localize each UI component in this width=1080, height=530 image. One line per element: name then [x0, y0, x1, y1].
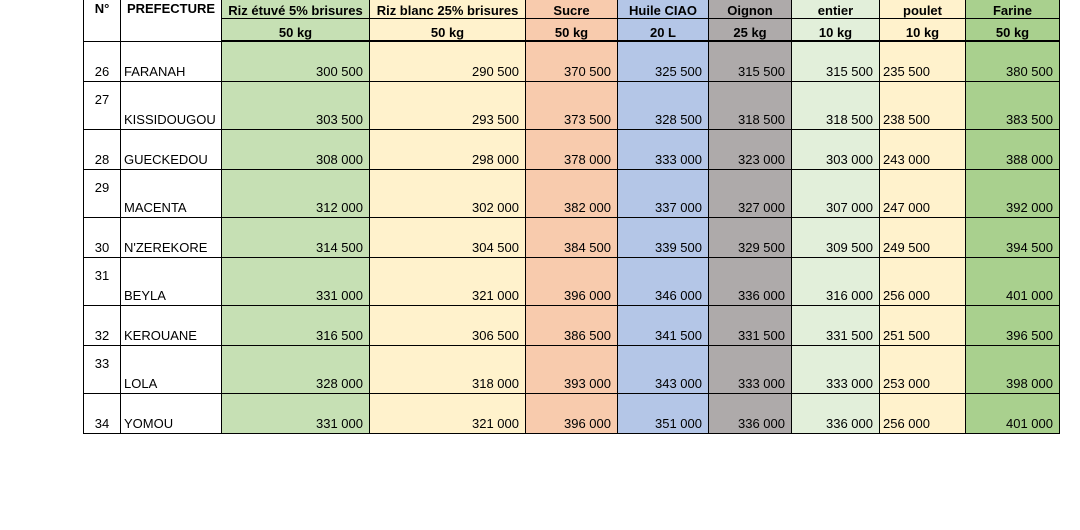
price-cell: 333 000 [618, 130, 709, 170]
price-cell: 249 500 [880, 218, 966, 258]
header-product-sucre: Sucre [526, 0, 618, 19]
price-cell: 384 500 [526, 218, 618, 258]
price-cell: 235 500 [880, 41, 966, 82]
row-prefecture: N'ZEREKORE [121, 218, 222, 258]
price-cell: 256 000 [880, 258, 966, 306]
price-cell: 304 500 [370, 218, 526, 258]
table-row [84, 170, 1060, 218]
row-prefecture: KEROUANE [121, 306, 222, 346]
price-cell: 336 000 [792, 394, 880, 434]
price-cell: 346 000 [618, 258, 709, 306]
header-product-oignon: Oignon [709, 0, 792, 19]
price-cell: 327 000 [709, 170, 792, 218]
price-cell: 253 000 [880, 346, 966, 394]
price-cell: 314 500 [222, 218, 370, 258]
header-prefecture: PREFECTURE [121, 0, 222, 41]
table-header [84, 0, 1060, 41]
price-cell: 393 000 [526, 346, 618, 394]
price-cell: 256 000 [880, 394, 966, 434]
price-cell: 318 500 [709, 82, 792, 130]
price-cell: 401 000 [966, 258, 1060, 306]
price-cell: 312 000 [222, 170, 370, 218]
price-cell: 300 500 [222, 41, 370, 82]
table-row [84, 130, 1060, 170]
price-cell: 321 000 [370, 394, 526, 434]
header-unit: 20 L [618, 19, 709, 42]
row-prefecture: KISSIDOUGOU [121, 82, 222, 130]
price-cell: 303 500 [222, 82, 370, 130]
row-number: 34 [84, 394, 121, 434]
price-cell: 373 500 [526, 82, 618, 130]
header-unit: 10 kg [880, 19, 966, 42]
header-unit: 50 kg [370, 19, 526, 42]
price-cell: 290 500 [370, 41, 526, 82]
price-cell: 341 500 [618, 306, 709, 346]
price-cell: 333 000 [709, 346, 792, 394]
row-number: 32 [84, 306, 121, 346]
row-number: 27 [84, 82, 121, 130]
header-product-poulet: poulet [880, 0, 966, 19]
price-cell: 333 000 [792, 346, 880, 394]
price-cell: 315 500 [792, 41, 880, 82]
price-cell: 396 000 [526, 258, 618, 306]
price-cell: 388 000 [966, 130, 1060, 170]
table-body [84, 41, 1060, 434]
price-cell: 396 000 [526, 394, 618, 434]
row-prefecture: MACENTA [121, 170, 222, 218]
header-unit: 50 kg [966, 19, 1060, 42]
price-cell: 394 500 [966, 218, 1060, 258]
price-cell: 316 500 [222, 306, 370, 346]
row-number: 26 [84, 41, 121, 82]
row-prefecture: YOMOU [121, 394, 222, 434]
price-cell: 331 000 [222, 394, 370, 434]
price-cell: 398 000 [966, 346, 1060, 394]
price-cell: 370 500 [526, 41, 618, 82]
price-cell: 247 000 [880, 170, 966, 218]
price-cell: 331 000 [222, 258, 370, 306]
header-product-riz-etuve: Riz étuvé 5% brisures [222, 0, 370, 19]
table-row [84, 346, 1060, 394]
header-product-farine: Farine [966, 0, 1060, 19]
price-cell: 309 500 [792, 218, 880, 258]
price-cell: 303 000 [792, 130, 880, 170]
price-cell: 298 000 [370, 130, 526, 170]
price-cell: 316 000 [792, 258, 880, 306]
price-cell: 396 500 [966, 306, 1060, 346]
header-unit: 10 kg [792, 19, 880, 42]
price-cell: 383 500 [966, 82, 1060, 130]
price-cell: 251 500 [880, 306, 966, 346]
row-prefecture: BEYLA [121, 258, 222, 306]
row-number: 31 [84, 258, 121, 306]
price-table [83, 0, 1060, 434]
price-cell: 331 500 [709, 306, 792, 346]
price-cell: 306 500 [370, 306, 526, 346]
row-prefecture: FARANAH [121, 41, 222, 82]
price-cell: 380 500 [966, 41, 1060, 82]
row-number: 28 [84, 130, 121, 170]
price-cell: 293 500 [370, 82, 526, 130]
price-cell: 238 500 [880, 82, 966, 130]
table-row [84, 218, 1060, 258]
header-product-entier: entier [792, 0, 880, 19]
price-cell: 329 500 [709, 218, 792, 258]
price-cell: 318 000 [370, 346, 526, 394]
row-prefecture: GUECKEDOU [121, 130, 222, 170]
price-cell: 315 500 [709, 41, 792, 82]
header-num: N° [84, 0, 121, 41]
price-cell: 325 500 [618, 41, 709, 82]
header-product-riz-blanc: Riz blanc 25% brisures [370, 0, 526, 19]
price-cell: 337 000 [618, 170, 709, 218]
price-cell: 318 500 [792, 82, 880, 130]
price-cell: 302 000 [370, 170, 526, 218]
header-product-huile: Huile CIAO [618, 0, 709, 19]
table-row [84, 394, 1060, 434]
table-row [84, 306, 1060, 346]
table-row [84, 258, 1060, 306]
price-cell: 328 500 [618, 82, 709, 130]
price-cell: 323 000 [709, 130, 792, 170]
price-cell: 392 000 [966, 170, 1060, 218]
price-cell: 336 000 [709, 258, 792, 306]
price-cell: 339 500 [618, 218, 709, 258]
price-cell: 382 000 [526, 170, 618, 218]
price-cell: 321 000 [370, 258, 526, 306]
price-cell: 328 000 [222, 346, 370, 394]
row-number: 33 [84, 346, 121, 394]
price-cell: 307 000 [792, 170, 880, 218]
header-unit: 50 kg [222, 19, 370, 42]
price-cell: 331 500 [792, 306, 880, 346]
price-cell: 343 000 [618, 346, 709, 394]
price-cell: 351 000 [618, 394, 709, 434]
price-cell: 378 000 [526, 130, 618, 170]
header-unit: 25 kg [709, 19, 792, 42]
row-prefecture: LOLA [121, 346, 222, 394]
price-cell: 243 000 [880, 130, 966, 170]
row-number: 30 [84, 218, 121, 258]
table-row [84, 82, 1060, 130]
price-cell: 386 500 [526, 306, 618, 346]
price-cell: 336 000 [709, 394, 792, 434]
table-row [84, 41, 1060, 82]
header-unit: 50 kg [526, 19, 618, 42]
price-cell: 308 000 [222, 130, 370, 170]
row-number: 29 [84, 170, 121, 218]
price-cell: 401 000 [966, 394, 1060, 434]
